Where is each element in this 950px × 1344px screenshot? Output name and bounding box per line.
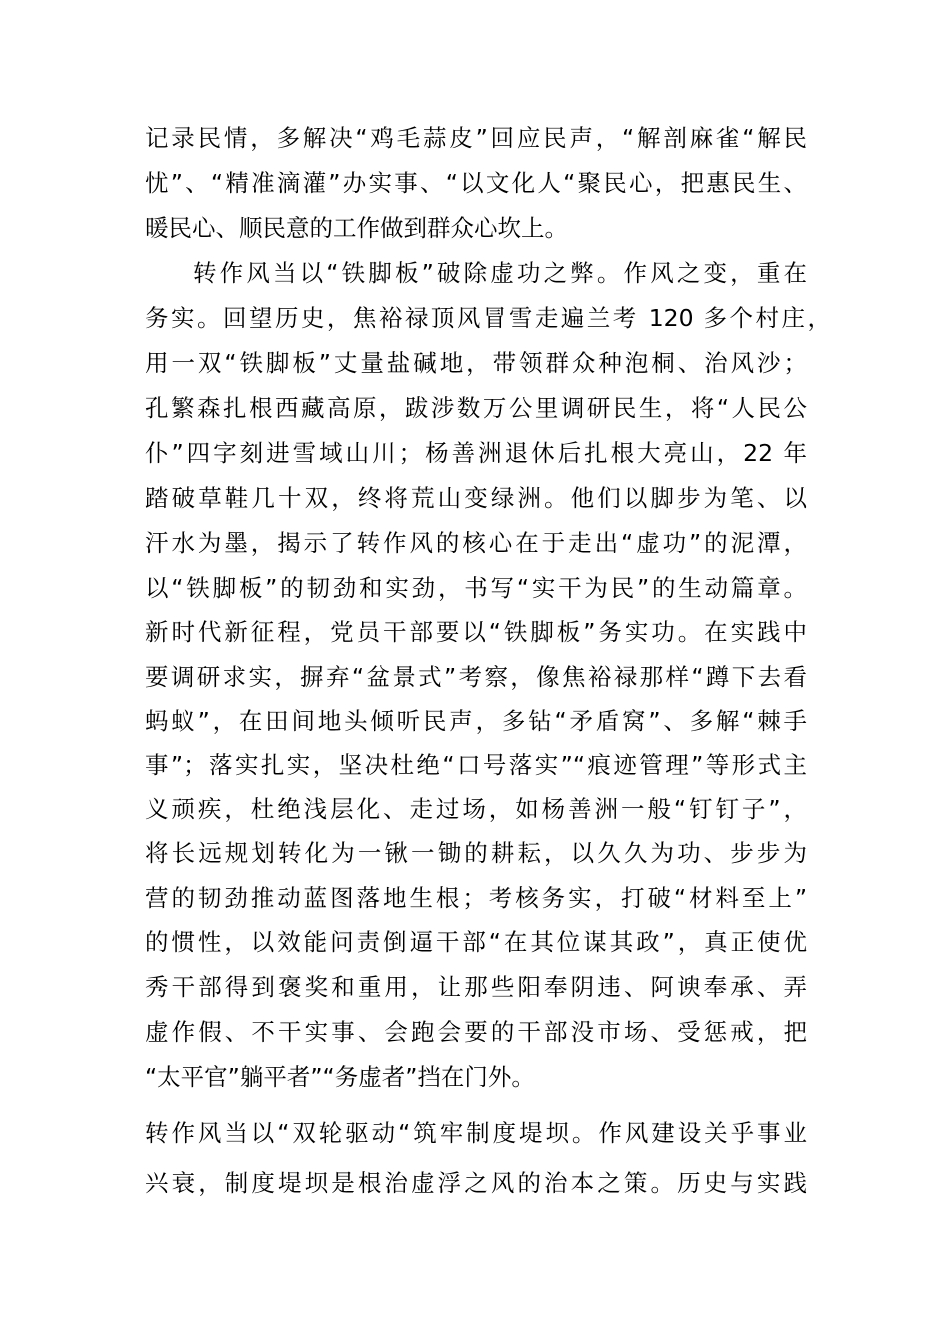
- text-line: 以“铁脚板”的韧劲和实劲，书写“实干为民”的生动篇章。: [145, 574, 807, 602]
- text-line: 秀干部得到褒奖和重用，让那些阳奉阴违、阿谀奉承、弄: [145, 973, 807, 1001]
- text-line: 孔繁森扎根西藏高原，跋涉数万公里调研民生，将“人民公: [145, 394, 807, 422]
- text-line: 蚂蚁”，在田间地头倾听民声，多钻“矛盾窝”、多解“棘手: [145, 707, 807, 735]
- text-line: 虚作假、不干实事、会跑会要的干部没市场、受惩戒，把: [145, 1018, 807, 1046]
- text-line: 忧”、“精准滴灌”办实事、“以文化人“聚民心，把惠民生、: [145, 169, 807, 197]
- text-line: 义顽疾，杜绝浅层化、走过场，如杨善洲一般“钉钉子”，: [145, 795, 807, 823]
- text-line: 要调研求实，摒弃“盆景式”考察，像焦裕禄那样“蹲下去看: [145, 663, 807, 691]
- text-line: 事”；落实扎实，坚决杜绝“口号落实”“痕迹管理”等形式主: [145, 751, 807, 779]
- text-line: 转作风当以“铁脚板”破除虚功之弊。作风之变，重在: [193, 259, 807, 287]
- text-line: 暖民心、顺民意的工作做到群众心坎上。: [145, 214, 568, 242]
- text-line: 新时代新征程，党员干部要以“铁脚板”务实功。在实践中: [145, 618, 807, 646]
- text-line: 记录民情，多解决“鸡毛蒜皮”回应民声，“解剖麻雀“解民: [145, 124, 807, 152]
- text-line: “太平官”躺平者”“务虚者”挡在门外。: [145, 1063, 535, 1091]
- text-line: 汗水为墨，揭示了转作风的核心在于走出“虚功”的泥潭，: [145, 529, 807, 557]
- text-line: 转作风当以“双轮驱动“筑牢制度堤坝。作风建设关乎事业: [145, 1119, 807, 1147]
- text-line: 将长远规划转化为一锹一锄的耕耘，以久久为功、步步为: [145, 839, 807, 867]
- text-line: 务实。回望历史，焦裕禄顶风冒雪走遍兰考 120 多个村庄，: [145, 304, 831, 332]
- text-line: 用一双“铁脚板”丈量盐碱地，带领群众种泡桐、治风沙；: [145, 349, 807, 377]
- text-line: 踏破草鞋几十双，终将荒山变绿洲。他们以脚步为笔、以: [145, 484, 807, 512]
- text-line: 兴衰，制度堤坝是根治虚浮之风的治本之策。历史与实践: [145, 1169, 807, 1197]
- text-line: 的惯性，以效能问责倒逼干部“在其位谋其政”，真正使优: [145, 928, 807, 956]
- text-line: 营的韧劲推动蓝图落地生根；考核务实，打破“材料至上”: [145, 884, 807, 912]
- text-line: 仆”四字刻进雪域山川；杨善洲退休后扎根大亮山，22 年: [145, 439, 807, 467]
